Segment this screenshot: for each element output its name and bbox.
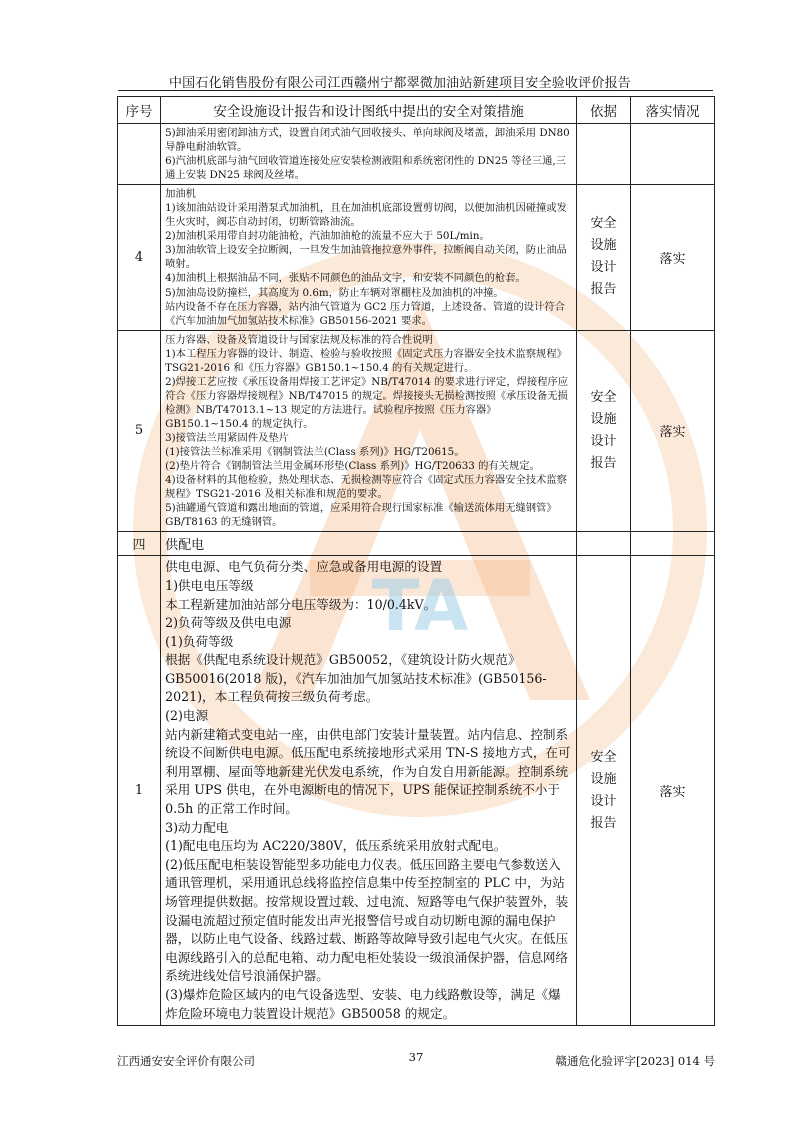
measure-line: 压力容器、设备及管道设计与国家法规及标准的符合性说明 bbox=[165, 333, 433, 346]
measure-line: 5)卸油采用密闭卸油方式，设置自闭式油气回收接头、单向球阀及堵盖，卸油采用 DN80 导静电耐油软管。 bbox=[165, 127, 570, 154]
measure-line: 2)负荷等级及供电电源 bbox=[165, 615, 292, 631]
measure-line: 3)动力配电 bbox=[165, 819, 229, 835]
measure-line: (1)接管法兰标准采用《钢制管法兰(Class 系列)》HG/T20615。 bbox=[165, 446, 465, 459]
measure-line: 4)加油机上根据油品不同，张贴不同颜色的油品文字，和安装不同颜色的枪套。 bbox=[165, 272, 526, 285]
measure-line: 1)该加油站设计采用潜泵式加油机，且在加油机底部设置剪切阀，以便加油机因碰撞或发生火灾时，阀芯自动封闭，切断管路油流。 bbox=[165, 202, 567, 229]
cell-basis bbox=[577, 330, 631, 532]
measure-line: 3)接管法兰用紧固件及垫片 bbox=[165, 431, 289, 444]
cell-no: 4 bbox=[118, 185, 161, 330]
cell-basis bbox=[577, 532, 631, 556]
header-no: 序号 bbox=[118, 97, 161, 124]
measure-line: 6)汽油机底部与油气回收管道连接处应安装检测液阻和系统密闭性的 DN25 等径三通,三通上安装 DN25 球阀及丝堵。 bbox=[165, 155, 566, 182]
cell-status bbox=[630, 532, 714, 556]
measure-line: 根据《供配电系统设计规范》GB50052，《建筑设计防火规范》GB50016(2018 版)，《汽车加油加气加氢站技术标准》(GB50156-2021)，本工程负荷按三级负荷考虑。 bbox=[165, 652, 547, 705]
table-row bbox=[118, 556, 715, 1026]
section-row bbox=[118, 532, 715, 556]
measure-line: (2)电源 bbox=[165, 708, 209, 724]
cell-measure bbox=[161, 185, 577, 330]
measure-line: 加油机 bbox=[165, 188, 196, 201]
basis-line: 安全 bbox=[590, 749, 617, 765]
measure-line: 3)加油软管上设安全拉断阀，一旦发生加油管拖拉意外事件，拉断阀自动关闭，防止油品喷射。 bbox=[165, 244, 567, 271]
measure-line: (1)负荷等级 bbox=[165, 633, 234, 649]
measure-line: (1)配电电压均为 AC220/380V，低压系统采用放射式配电。 bbox=[165, 838, 507, 854]
cell-basis bbox=[577, 185, 631, 330]
cell-measure bbox=[161, 124, 577, 185]
basis-line: 安全 bbox=[590, 216, 617, 232]
measure-line: 2)焊接工艺应按《承压设备用焊接工艺评定》NB/T47014 的要求进行评定，焊接程序应符合《压力容器焊接规程》NB/T47015 的规定。焊接接头无损检测按照《承压设备无损检测》NB/T47013.1~13 规定的方法进行。试验程序按照《压力容器》GB150.1~150.4 的规定执行。 bbox=[165, 375, 569, 430]
table-row bbox=[118, 330, 715, 532]
cell-measure bbox=[161, 556, 577, 1026]
measure-line: 站内设备不存在压力容器，站内油气管道为 GC2 压力管道，上述设备、管道的设计符合《汽车加油加气加氢站技术标准》GB50156-2021 要求。 bbox=[165, 300, 565, 327]
page-number: 37 bbox=[408, 1050, 424, 1064]
measure-line: 供电电源、电气负荷分类、应急或备用电源的设置 bbox=[165, 559, 443, 575]
table-header-row bbox=[118, 97, 715, 124]
table-row-continued bbox=[118, 124, 715, 185]
cell-status: 落实 bbox=[630, 185, 714, 330]
cell-basis bbox=[577, 124, 631, 185]
basis-line: 报告 bbox=[590, 282, 617, 298]
basis-line: 设计 bbox=[590, 433, 617, 449]
basis-line: 设施 bbox=[590, 411, 617, 427]
header-status: 落实情况 bbox=[630, 97, 714, 124]
footer-report-number: 赣通危化验评字[2023] 014 号 bbox=[555, 1054, 715, 1068]
cell-no bbox=[118, 124, 161, 185]
measure-line: 1)本工程压力容器的设计、制造、检验与验收按照《固定式压力容器安全技术监察规程》TSG21-2016 和《压力容器》GB150.1~150.4 的有关规定进行。 bbox=[165, 347, 567, 374]
basis-line: 安全 bbox=[590, 389, 617, 405]
basis-line: 设计 bbox=[590, 793, 617, 809]
basis-line: 设计 bbox=[590, 260, 617, 276]
basis-line: 设施 bbox=[590, 771, 617, 787]
header-measure: 安全设施设计报告和设计图纸中提出的安全对策措施 bbox=[161, 97, 577, 124]
header-rule bbox=[118, 90, 713, 91]
page-header-title: 中国石化销售股份有限公司江西赣州宁都翠微加油站新建项目安全验收评价报告 bbox=[168, 76, 631, 91]
cell-status bbox=[630, 124, 714, 185]
measure-line: (2)垫片符合《钢制管法兰用金属环形垫(Class 系列)》HG/T20633 的有关规定。 bbox=[165, 460, 540, 473]
basis-line: 设施 bbox=[590, 238, 617, 254]
cell-measure bbox=[161, 330, 577, 532]
cell-basis bbox=[577, 556, 631, 1026]
measure-line: 4)设备材料的其他检验，热处理状态、无损检测等应符合《固定式压力容器安全技术监察规程》TSG21-2016 及相关标准和规范的要求。 bbox=[165, 474, 567, 501]
cell-no: 5 bbox=[118, 330, 161, 532]
measure-line: 1)供电电压等级 bbox=[165, 577, 254, 593]
basis-line: 报告 bbox=[590, 815, 617, 831]
footer-company: 江西通安安全评价有限公司 bbox=[117, 1054, 255, 1068]
section-title: 供配电 bbox=[161, 532, 577, 556]
cell-status: 落实 bbox=[630, 556, 714, 1026]
watermark-logo-text: TA bbox=[371, 565, 469, 647]
measure-line: 5)加油岛设防撞栏，其高度为 0.6m，防止车辆对罩棚柱及加油机的冲撞。 bbox=[165, 286, 504, 299]
measure-line: 本工程新建加油站部分电压等级为：10/0.4kV。 bbox=[165, 596, 437, 612]
table-row bbox=[118, 185, 715, 330]
measure-line: 站内新建箱式变电站一座，由供电部门安装计量装置。站内信息、控制系统设不间断供电电源。低压配电系统接地形式采用 TN-S 接地方式，在可利用罩棚、屋面等地新建光伏发电系统，作为自发自用新能源。控制系统采用 UPS 供电，在外电源断电的情况下，UPS 能保证控制系统不小于 0.5h 的正常工作时间。 bbox=[165, 726, 571, 817]
header-basis: 依据 bbox=[577, 97, 631, 124]
measure-line: 5)油罐通气管道和露出地面的管道，应采用符合现行国家标准《输送流体用无缝钢管》GB/T8163 的无缝钢管。 bbox=[165, 502, 557, 529]
cell-status: 落实 bbox=[630, 330, 714, 532]
measure-line: (2)低压配电柜装设智能型多功能电力仪表。低压回路主要电气参数送入通讯管理机，采用通讯总线将监控信息集中传至控制室的 PLC 中，为站场管理提供数据。按常规设置过载、过电流、短路等电气保护装置外，装设漏电流超过预定值时能发出声光报警信号或自动切断电源的漏电保护器，以防止电气设备、线路过载、断路等故障导致引起电气火灾。在低压电源线路引入的总配电箱、动力配电柜处装设一级浪涌保护器，信息网络系统进线处信号浪涌保护器。 bbox=[165, 856, 569, 984]
cell-no: 1 bbox=[118, 556, 161, 1026]
safety-measures-table bbox=[117, 96, 715, 1026]
measure-line: 2)加油机采用带自封功能油枪，汽油加油枪的流量不应大于 50L/min。 bbox=[165, 230, 490, 243]
basis-line: 报告 bbox=[590, 455, 617, 471]
measure-line: (3)爆炸危险区域内的电气设备选型、安装、电力线路敷设等，满足《爆炸危险环境电力装置设计规范》GB50058 的规定。 bbox=[165, 986, 561, 1021]
section-no: 四 bbox=[118, 532, 161, 556]
